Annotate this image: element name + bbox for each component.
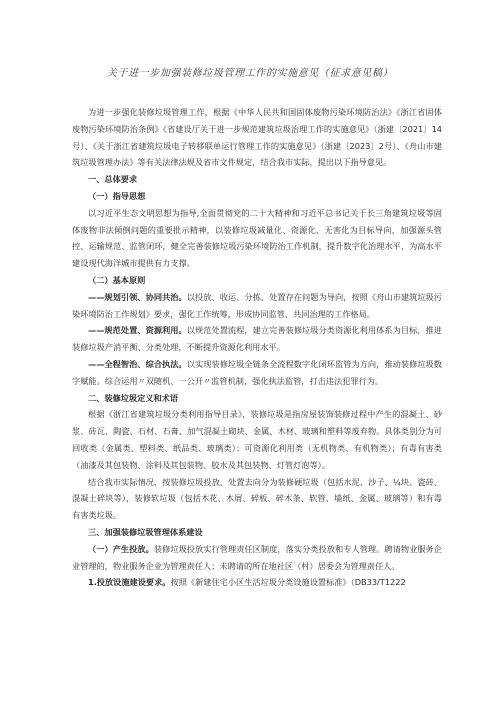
principle-lead-3: ——全程智治、综合执法。 — [88, 358, 187, 369]
principle-paragraph-1 — [72, 289, 442, 323]
facility-requirements-text: 按照《新建住宅小区生活垃圾分类设施设置标准》（DB33/T1222 — [170, 577, 406, 588]
document-body — [72, 104, 442, 591]
principle-text-2: 以规范处置流程，建立完善装修垃圾分类资源化利用体系为目标，推进装修垃圾产消平衡、分类处理，不断提升资源化利用水平。 — [72, 325, 442, 353]
generation-disposal-text: 装修垃圾投放实行管理责任区制度，落实分类投放和专人管理。聘请物业服务企业管理的，物业服务企业为管理责任人；未聘请的所在地社区（村）居委会为管理责任人。 — [72, 543, 442, 571]
intro-paragraph: 为进一步强化装修垃圾管理工作，根据《中华人民共和国固体废物污染环境防治法》《浙江省固体废物污染环境防治条例》《省建设厅关于进一步规范建筑垃圾治理工作的实施意见》（浙建〔2021〕14号）、《关于浙江省建筑垃圾电子转移联单运行管理工作的实施意见》（浙建〔2023〕2号）、《舟山市建筑垃圾管理办法》等有关法律法规及省市文件规定，结合我市实际，提出以下指导意见。 — [72, 107, 442, 168]
section-heading-general: 一、总体要求 — [88, 174, 138, 185]
generation-disposal-paragraph — [72, 541, 442, 575]
definitions-paragraph-1: 根据《浙江省建筑垃圾分类利用指导目录》，装修垃圾是指房屋装饰装修过程中产生的混凝土、砂浆、砖瓦、陶瓷、石材、石膏、加气混凝土砌块、金属、木材、玻璃和塑料等废弃物。具体类别分为可回收类（金属类、塑料类、纸品类、玻璃类）；可资源化利用类（无机物类、有机物类）；有毒有害类（油漆及其包装物、涂料及其包装物、胶水及其包装物、灯管灯泡等）。 — [72, 409, 442, 470]
guiding-thought-paragraph: 以习近平生态文明思想为指导,全面贯彻党的二十大精神和习近平总书记关于长三角建筑垃圾等固体废物非法倾倒问题的重要批示精神，以装修垃圾减量化、资源化、无害化为目标导向，加强源头管控、运输规范、监管闭环，健全完善装修垃圾污染环境防治工作机制，提升数字化治理水平，为高水平建设现代海洋城市提供有力支撑。 — [72, 207, 442, 269]
section-heading-management-system: 三、加强装修垃圾管理体系建设 — [88, 526, 203, 537]
document-title: 关于进一步加强装修垃圾管理工作的实施意见（征求意见稿） — [106, 68, 394, 79]
principle-paragraph-2 — [72, 322, 442, 356]
principle-lead-2: ——规范处置、资源利用。 — [88, 325, 187, 336]
section-heading-definitions: 二、装修垃圾定义和术语 — [88, 392, 179, 403]
principle-paragraph-3 — [72, 356, 442, 390]
subheading-guiding-thought: （一）指导思想 — [88, 190, 146, 201]
facility-requirements-paragraph — [72, 574, 442, 591]
definitions-paragraph-2: 结合我市实际情况，按装修垃圾投放、处置去向分为装修硬垃圾（包括水泥、沙子、¼块、瓷砖、混凝土碎块等），装修软垃圾（包括木花、木屑、碎板、碎木条、软管、墙纸、金属、玻璃等）和有毒有害类垃圾。 — [72, 476, 442, 521]
generation-disposal-lead: （一）产生投放。 — [88, 543, 154, 554]
principle-text-1: 以投放、收运、分拣、处置存在问题为导向，按照《舟山市建筑垃圾污染环境防治工作规划》要求，强化工作统筹，形成协同监管，共同治理的工作格局。 — [72, 291, 442, 319]
principle-lead-1: ——规划引领、协同共治。 — [88, 291, 187, 302]
subheading-basic-principles: （二）基本原则 — [88, 274, 146, 285]
principle-text-3: 以实现装修垃圾全链条全流程数字化闭环监管为方向，推动装修垃圾数字赋能。综合运用〃双随机、一公开〃监管机制，强化执法监管，打击违法犯罪行为。 — [72, 358, 442, 386]
facility-requirements-lead: 1.投放设施建设要求。 — [88, 577, 171, 588]
